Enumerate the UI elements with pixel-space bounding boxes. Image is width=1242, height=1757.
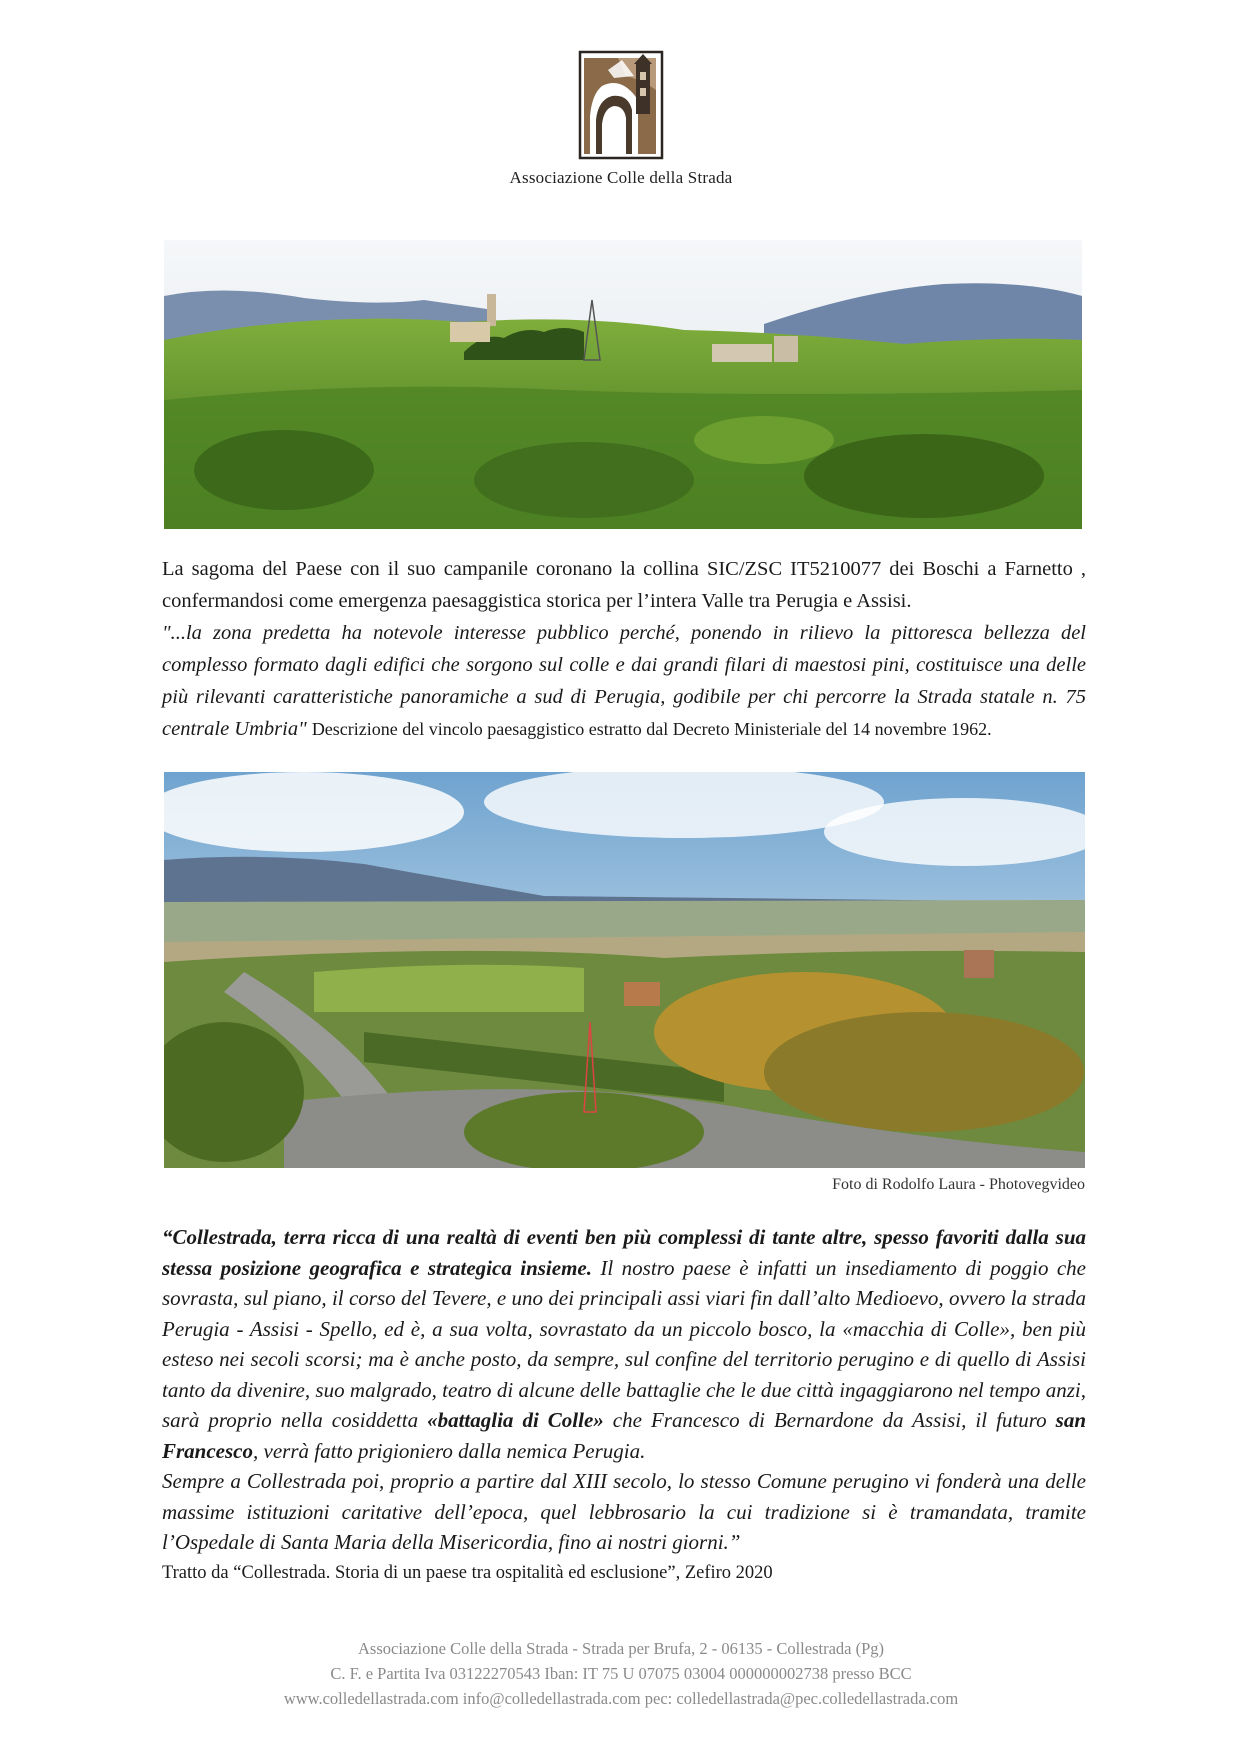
caption-text: La sagoma del Paese con il suo campanile coronano la collina SIC/ZSC IT5210077 dei Boschi a Farnetto , confermandosi come emergenza paesaggistica storica per l’intera Valle tra Perugia e Assisi.: [162, 558, 1086, 612]
footer-contacts: www.colledellastrada.com info@colledellastrada.com pec: colledellastrada@pec.colledellastrada.com: [283, 1689, 959, 1708]
header: [0, 50, 1242, 188]
footer-address: Associazione Colle della Strada - Strada per Brufa, 2 - 06135 - Collestrada (Pg): [357, 1639, 885, 1658]
photo-credit: Foto di Rodolfo Laura - Photovegvideo: [832, 1176, 1085, 1193]
photo1-caption: [162, 553, 1086, 745]
quote-text-part3: , verrà fatto prigioniero dalla nemica Perugia.: [253, 1438, 646, 1463]
historical-quote: [162, 1222, 1086, 1588]
quote-bold-opening: “Collestrada, terra ricca di una realtà di eventi ben più complessi di tante altre, spesso favoriti dalla sua stessa posizione geografica e strategica insieme.: [162, 1225, 1086, 1280]
caption-quote: [162, 617, 1086, 745]
quote-source: Tratto da “Collestrada. Storia di un paese tra ospitalità ed esclusione”, Zefiro 2020: [162, 1562, 773, 1583]
footer: [0, 1636, 1242, 1711]
quote-paragraph-1: [162, 1222, 1086, 1466]
quote-bold-saint: san Francesco: [162, 1408, 1087, 1463]
quote-text-part2: che Francesco di Bernardone da Assisi, il futuro: [603, 1408, 1056, 1432]
caption-description: Descrizione del vincolo paesaggistico estratto dal Decreto Ministeriale del 14 novembre 1962.: [311, 719, 992, 739]
organization-name: Associazione Colle della Strada: [509, 168, 733, 187]
footer-fiscal: C. F. e Partita Iva 03122270543 Iban: IT 75 U 07075 03004 000000002738 presso BCC: [330, 1664, 912, 1683]
caption-quote-text: "...la zona predetta ha notevole interesse pubblico perché, ponendo in rilievo la pittoresca bellezza del complesso formato dagli edifici che sorgono sul colle e dai grandi filari di maestosi pini, costituisce una delle più rilevanti caratteristiche panoramiche a sud di Perugia, godibile per chi percorre la Strada statale n. 75 centrale Umbria": [162, 622, 1086, 740]
landscape-photo-hill: [164, 240, 1082, 529]
landscape-photo-valley: [164, 772, 1085, 1168]
association-logo: [578, 50, 664, 160]
quote-text-part1: Il nostro paese è infatti un insediamento di poggio che sovrasta, sul piano, il corso del Tevere, e uno dei principali assi viari fin dall’alto Medioevo, ovvero la strada Perugia - Assisi - Spello, ed è, a sua volta, sovrastato da un piccolo bosco, la «macchia di Colle», ben più esteso nei secoli scorsi; ma è anche posto, da sempre, sul confine del territorio perugino e di quello di Assisi tanto da divenire, suo malgrado, teatro di alcune delle battaglie che le due città ingaggiarono nel tempo anzi, sarà proprio nella cosiddetta: [162, 1255, 1086, 1432]
quote-paragraph-2: Sempre a Collestrada poi, proprio a partire dal XIII secolo, lo stesso Comune perugino vi fonderà una delle massime istituzioni caritative dell’epoca, quel lebbrosario la cui tradizione si è tramandata, tramite l’Ospedale di Santa Maria della Misericordia, fino ai nostri giorni.”: [162, 1469, 1086, 1554]
quote-bold-battle: «battaglia di Colle»: [427, 1408, 604, 1432]
